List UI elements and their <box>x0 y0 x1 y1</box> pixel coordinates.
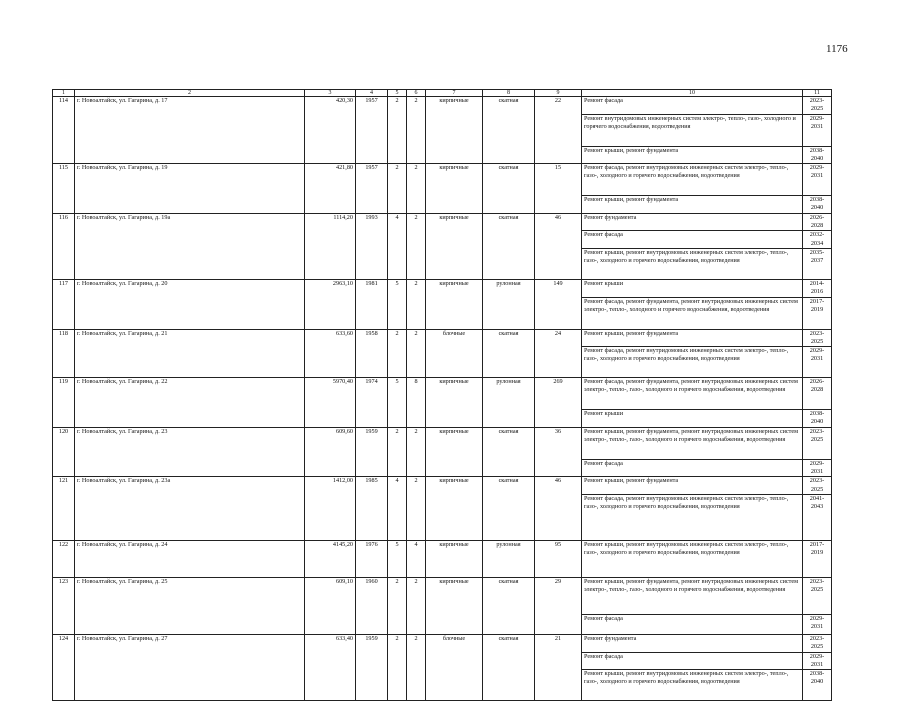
repair-period-cell: 2017-2019 <box>803 540 832 577</box>
house-number-cell: 117 <box>53 279 75 329</box>
repair-period-cell: 2023-2025 <box>803 427 832 459</box>
repair-work-cell: Ремонт крыши, ремонт внутридомовых инженерных систем электро-, тепло-, газо-, холодного и горячего водоснабжения, водоотведения <box>582 248 803 279</box>
entrances-cell: 2 <box>407 97 426 164</box>
year-built-cell: 1960 <box>356 577 388 634</box>
address-cell: г. Новоалтайск, ул. Гагарина, д. 19 <box>75 164 305 214</box>
roof-type-cell: скатная <box>483 213 535 279</box>
repair-work-cell: Ремонт крыши, ремонт фундамента <box>582 477 803 495</box>
repair-program-table <box>52 89 832 701</box>
entrances-cell: 2 <box>407 213 426 279</box>
repair-work-cell: Ремонт крыши, ремонт внутридомовых инженерных систем электро-, тепло-, газо-, холодного и горячего водоснабжения, водоотведения <box>582 670 803 701</box>
column-number: 7 <box>426 90 483 97</box>
area-cell: 609,60 <box>305 427 356 477</box>
apartments-cell: 24 <box>535 329 582 378</box>
entrances-cell: 2 <box>407 164 426 214</box>
roof-type-cell: скатная <box>483 329 535 378</box>
year-built-cell: 1974 <box>356 378 388 428</box>
house-number-cell: 120 <box>53 427 75 477</box>
house-number-cell: 119 <box>53 378 75 428</box>
column-number: 9 <box>535 90 582 97</box>
floors-cell: 2 <box>388 97 407 164</box>
table-row <box>53 279 832 297</box>
floors-cell: 5 <box>388 279 407 329</box>
table-row <box>53 97 832 115</box>
roof-type-cell: рулонная <box>483 540 535 577</box>
repair-work-cell: Ремонт фасада, ремонт внутридомовых инженерных систем электро-, тепло-, газо-, холодного и горячего водоснабжения, водоотведения <box>582 494 803 540</box>
wall-material-cell: кирпичные <box>426 164 483 214</box>
area-cell: 633,60 <box>305 329 356 378</box>
column-numbers-row <box>53 90 832 97</box>
repair-period-cell: 2023-2025 <box>803 577 832 614</box>
year-built-cell: 1958 <box>356 329 388 378</box>
year-built-cell: 1985 <box>356 477 388 541</box>
repair-period-cell: 2014-2016 <box>803 279 832 297</box>
repair-period-cell: 2029-2031 <box>803 614 832 634</box>
wall-material-cell: кирпичные <box>426 427 483 477</box>
house-number-cell: 115 <box>53 164 75 214</box>
repair-period-cell: 2023-2025 <box>803 477 832 495</box>
area-cell: 2963,10 <box>305 279 356 329</box>
repair-period-cell: 2029-2031 <box>803 459 832 477</box>
column-number: 11 <box>803 90 832 97</box>
address-cell: г. Новоалтайск, ул. Гагарина, д. 17 <box>75 97 305 164</box>
entrances-cell: 2 <box>407 279 426 329</box>
roof-type-cell: рулонная <box>483 279 535 329</box>
wall-material-cell: кирпичные <box>426 97 483 164</box>
area-cell: 1114,20 <box>305 213 356 279</box>
repair-work-cell: Ремонт крыши, ремонт фундамента, ремонт внутридомовых инженерных систем электро-, тепло-, газо-, холодного и горячего водоснабжения, водоотведения <box>582 427 803 459</box>
year-built-cell: 1957 <box>356 164 388 214</box>
repair-work-cell: Ремонт фасада <box>582 231 803 249</box>
address-cell: г. Новоалтайск, ул. Гагарина, д. 27 <box>75 634 305 700</box>
address-cell: г. Новоалтайск, ул. Гагарина, д. 21 <box>75 329 305 378</box>
repair-work-cell: Ремонт фундамента <box>582 213 803 231</box>
repair-period-cell: 2032-2034 <box>803 231 832 249</box>
entrances-cell: 4 <box>407 540 426 577</box>
address-cell: г. Новоалтайск, ул. Гагарина, д. 22 <box>75 378 305 428</box>
table-row <box>53 213 832 231</box>
column-number: 10 <box>582 90 803 97</box>
apartments-cell: 149 <box>535 279 582 329</box>
column-number: 3 <box>305 90 356 97</box>
repair-period-cell: 2029-2031 <box>803 114 832 146</box>
apartments-cell: 269 <box>535 378 582 428</box>
house-number-cell: 116 <box>53 213 75 279</box>
floors-cell: 2 <box>388 634 407 700</box>
repair-work-cell: Ремонт крыши, ремонт фундамента <box>582 196 803 214</box>
entrances-cell: 2 <box>407 634 426 700</box>
year-built-cell: 1976 <box>356 540 388 577</box>
repair-work-cell: Ремонт крыши, ремонт фундамента <box>582 146 803 164</box>
table-row <box>53 477 832 495</box>
entrances-cell: 2 <box>407 477 426 541</box>
roof-type-cell: скатная <box>483 477 535 541</box>
floors-cell: 2 <box>388 164 407 214</box>
house-number-cell: 124 <box>53 634 75 700</box>
page-number: 1176 <box>826 43 848 55</box>
repair-period-cell: 2038-2040 <box>803 146 832 164</box>
repair-period-cell: 2023-2025 <box>803 634 832 652</box>
apartments-cell: 46 <box>535 477 582 541</box>
repair-work-cell: Ремонт крыши <box>582 410 803 428</box>
repair-work-cell: Ремонт фасада <box>582 614 803 634</box>
column-number: 2 <box>75 90 305 97</box>
floors-cell: 5 <box>388 378 407 428</box>
wall-material-cell: кирпичные <box>426 279 483 329</box>
repair-work-cell: Ремонт фасада, ремонт фундамента, ремонт внутридомовых инженерных систем электро-, тепло-, газо-, холодного и горячего водоснабжения, водоотведения <box>582 378 803 410</box>
floors-cell: 2 <box>388 577 407 634</box>
repair-period-cell: 2029-2031 <box>803 164 832 196</box>
address-cell: г. Новоалтайск, ул. Гагарина, д. 23 <box>75 427 305 477</box>
roof-type-cell: скатная <box>483 164 535 214</box>
address-cell: г. Новоалтайск, ул. Гагарина, д. 24 <box>75 540 305 577</box>
column-number: 1 <box>53 90 75 97</box>
address-cell: г. Новоалтайск, ул. Гагарина, д. 19а <box>75 213 305 279</box>
year-built-cell: 1959 <box>356 634 388 700</box>
repair-work-cell: Ремонт крыши, ремонт фундамента <box>582 329 803 347</box>
repair-period-cell: 2041-2043 <box>803 494 832 540</box>
apartments-cell: 29 <box>535 577 582 634</box>
apartments-cell: 21 <box>535 634 582 700</box>
repair-work-cell: Ремонт фасада <box>582 459 803 477</box>
floors-cell: 2 <box>388 427 407 477</box>
table-row <box>53 329 832 347</box>
area-cell: 420,30 <box>305 97 356 164</box>
roof-type-cell: скатная <box>483 577 535 634</box>
table-row <box>53 577 832 614</box>
table-row <box>53 634 832 652</box>
repair-period-cell: 2035-2037 <box>803 248 832 279</box>
column-number: 5 <box>388 90 407 97</box>
column-number: 8 <box>483 90 535 97</box>
entrances-cell: 8 <box>407 378 426 428</box>
year-built-cell: 1981 <box>356 279 388 329</box>
house-number-cell: 118 <box>53 329 75 378</box>
repair-period-cell: 2023-2025 <box>803 97 832 115</box>
table-row <box>53 427 832 459</box>
repair-period-cell: 2026-2028 <box>803 378 832 410</box>
repair-work-cell: Ремонт крыши <box>582 279 803 297</box>
column-number: 4 <box>356 90 388 97</box>
wall-material-cell: кирпичные <box>426 540 483 577</box>
repair-period-cell: 2029-2031 <box>803 652 832 670</box>
apartments-cell: 36 <box>535 427 582 477</box>
repair-work-cell: Ремонт фундамента <box>582 634 803 652</box>
repair-work-cell: Ремонт крыши, ремонт внутридомовых инженерных систем электро-, тепло-, газо-, холодного и горячего водоснабжения, водоотведения <box>582 540 803 577</box>
table-row <box>53 540 832 577</box>
area-cell: 633,40 <box>305 634 356 700</box>
wall-material-cell: кирпичные <box>426 378 483 428</box>
house-number-cell: 121 <box>53 477 75 541</box>
column-number: 6 <box>407 90 426 97</box>
wall-material-cell: кирпичные <box>426 477 483 541</box>
area-cell: 5970,40 <box>305 378 356 428</box>
repair-period-cell: 2038-2040 <box>803 410 832 428</box>
roof-type-cell: скатная <box>483 634 535 700</box>
house-number-cell: 122 <box>53 540 75 577</box>
wall-material-cell: блочные <box>426 329 483 378</box>
address-cell: г. Новоалтайск, ул. Гагарина, д. 23а <box>75 477 305 541</box>
apartments-cell: 46 <box>535 213 582 279</box>
repair-work-cell: Ремонт крыши, ремонт фундамента, ремонт внутридомовых инженерных систем электро-, тепло-, газо-, холодного и горячего водоснабжения, водоотведения <box>582 577 803 614</box>
repair-period-cell: 2038-2040 <box>803 670 832 701</box>
repair-work-cell: Ремонт фасада, ремонт фундамента, ремонт внутридомовых инженерных систем электро-, тепло-, холодного и горячего водоснабжения, водоотведения <box>582 297 803 329</box>
floors-cell: 5 <box>388 540 407 577</box>
repair-period-cell: 2017-2019 <box>803 297 832 329</box>
roof-type-cell: рулонная <box>483 378 535 428</box>
roof-type-cell: скатная <box>483 97 535 164</box>
repair-work-cell: Ремонт внутридомовых инженерных систем электро-, тепло-, газо-, холодного и горячего водоснабжения, водоотведения <box>582 114 803 146</box>
address-cell: г. Новоалтайск, ул. Гагарина, д. 25 <box>75 577 305 634</box>
area-cell: 4145,20 <box>305 540 356 577</box>
house-number-cell: 114 <box>53 97 75 164</box>
repair-work-cell: Ремонт фасада, ремонт внутридомовых инженерных систем электро-, тепло-, газо-, холодного и горячего водоснабжения, водоотведения <box>582 347 803 378</box>
year-built-cell: 1959 <box>356 427 388 477</box>
repair-period-cell: 2023-2025 <box>803 329 832 347</box>
apartments-cell: 95 <box>535 540 582 577</box>
wall-material-cell: блочные <box>426 634 483 700</box>
floors-cell: 2 <box>388 329 407 378</box>
area-cell: 1412,00 <box>305 477 356 541</box>
wall-material-cell: кирпичные <box>426 577 483 634</box>
apartments-cell: 15 <box>535 164 582 214</box>
house-number-cell: 123 <box>53 577 75 634</box>
entrances-cell: 2 <box>407 427 426 477</box>
year-built-cell: 1993 <box>356 213 388 279</box>
address-cell: г. Новоалтайск, ул. Гагарина, д. 20 <box>75 279 305 329</box>
floors-cell: 4 <box>388 477 407 541</box>
entrances-cell: 2 <box>407 329 426 378</box>
entrances-cell: 2 <box>407 577 426 634</box>
year-built-cell: 1957 <box>356 97 388 164</box>
roof-type-cell: скатная <box>483 427 535 477</box>
wall-material-cell: кирпичные <box>426 213 483 279</box>
area-cell: 609,10 <box>305 577 356 634</box>
table-row <box>53 164 832 196</box>
repair-work-cell: Ремонт фасада <box>582 652 803 670</box>
area-cell: 421,80 <box>305 164 356 214</box>
table-row <box>53 378 832 410</box>
apartments-cell: 22 <box>535 97 582 164</box>
repair-period-cell: 2029-2031 <box>803 347 832 378</box>
repair-period-cell: 2038-2040 <box>803 196 832 214</box>
repair-work-cell: Ремонт фасада <box>582 97 803 115</box>
repair-work-cell: Ремонт фасада, ремонт внутридомовых инженерных систем электро-, тепло-, газо-, холодного и горячего водоснабжения, водоотведения <box>582 164 803 196</box>
repair-period-cell: 2026-2028 <box>803 213 832 231</box>
floors-cell: 4 <box>388 213 407 279</box>
